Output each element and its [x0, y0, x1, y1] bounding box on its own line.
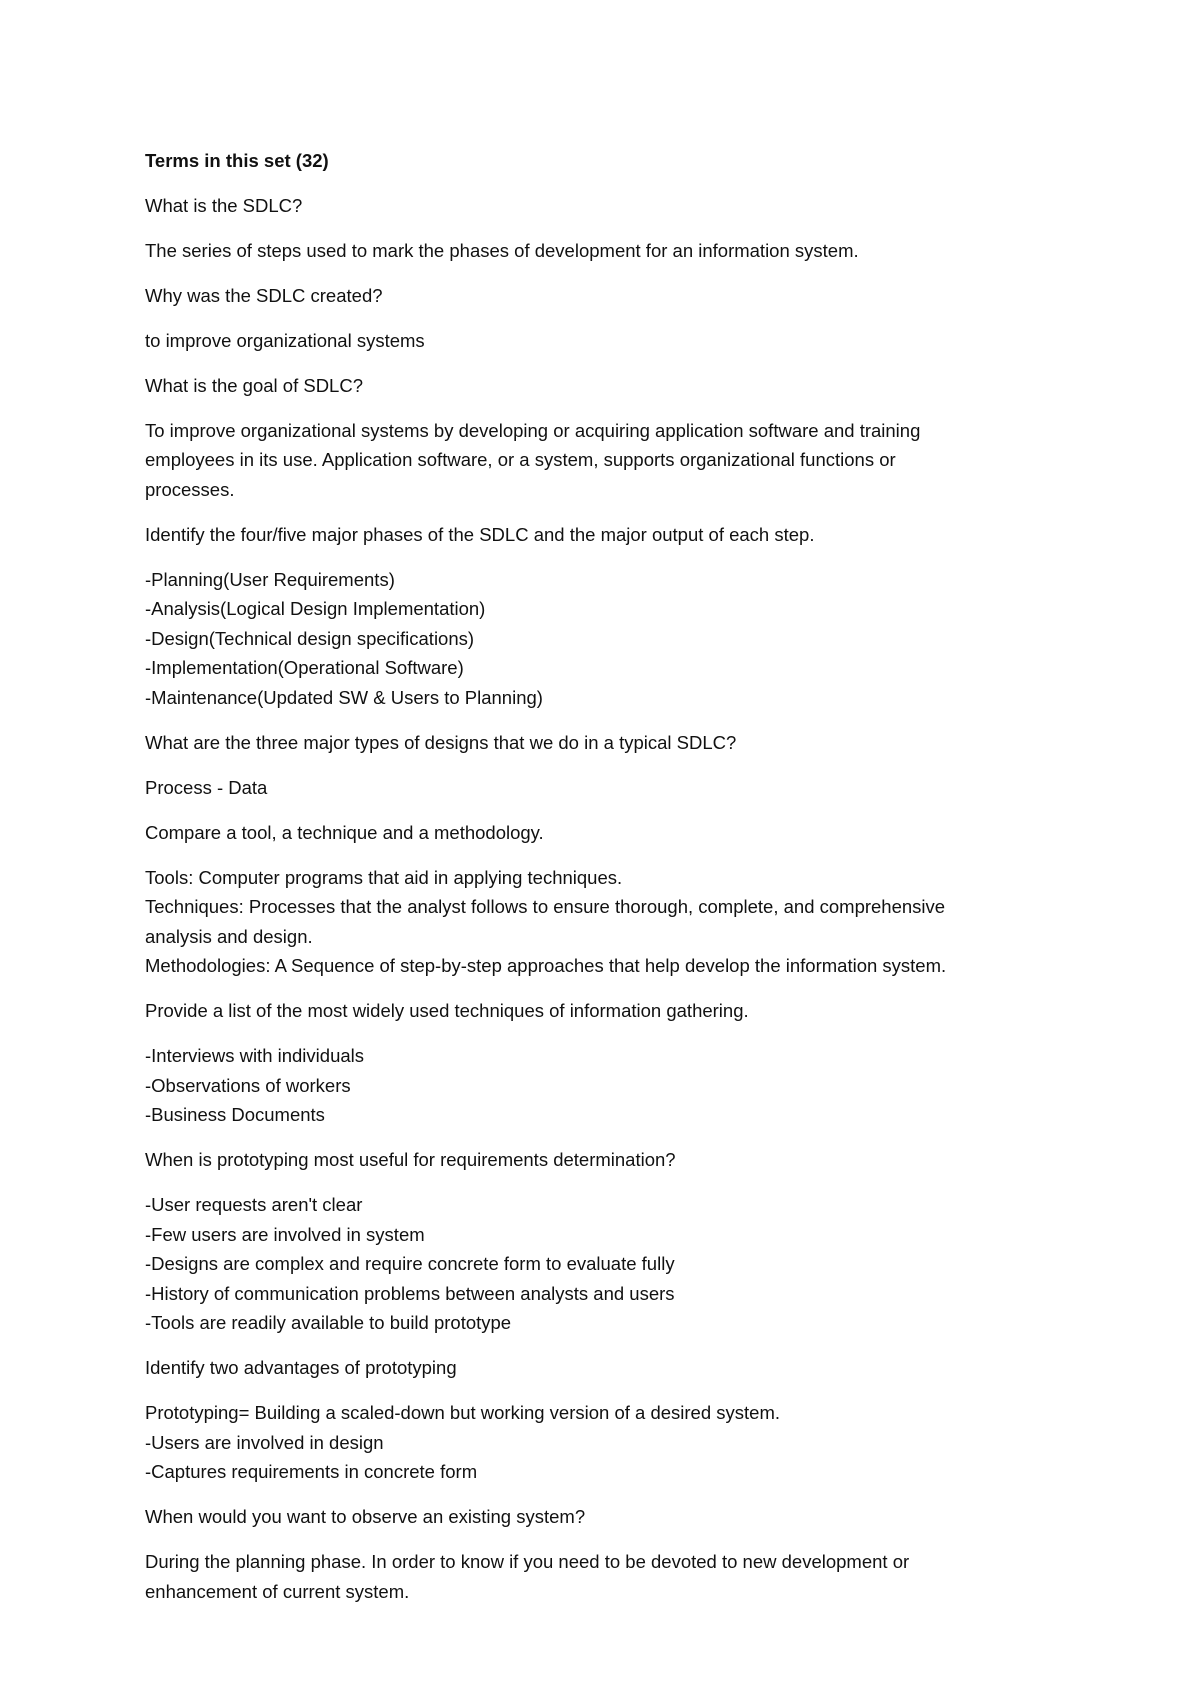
answer-6-line: Tools: Computer programs that aid in applying techniques. — [145, 866, 623, 888]
answer-4-line: -Design(Technical design specifications) — [145, 627, 475, 649]
answer-9 — [145, 1398, 1065, 1487]
document-body — [145, 146, 1065, 1622]
answer-3-line: employees in its use. Application software, or a system, supports organizational functions or — [145, 449, 896, 470]
answer-4-line: -Implementation(Operational Software) — [145, 657, 464, 678]
answer-4 — [145, 565, 1065, 713]
question-1: What is the SDLC? — [145, 194, 303, 216]
answer-6 — [145, 863, 1065, 981]
answer-6-line: Methodologies: A Sequence of step-by-step approaches that help develop the information system. — [145, 955, 947, 976]
question-7: Provide a list of the most widely used techniques of information gathering. — [145, 1000, 749, 1021]
answer-8-line: -Designs are complex and require concrete form to evaluate fully — [145, 1253, 675, 1274]
answer-3-line: processes. — [145, 478, 235, 500]
question-6: Compare a tool, a technique and a methodology. — [145, 821, 544, 843]
answer-7-line: -Business Documents — [145, 1104, 325, 1125]
answer-1: The series of steps used to mark the phases of development for an information system. — [145, 239, 859, 261]
question-3: What is the goal of SDLC? — [145, 374, 363, 396]
answer-9-line: -Captures requirements in concrete form — [145, 1461, 478, 1482]
answer-9-line: Prototyping= Building a scaled-down but working version of a desired system. — [145, 1402, 780, 1423]
answer-4-line: -Planning(User Requirements) — [145, 568, 395, 590]
answer-10 — [145, 1547, 1065, 1606]
answer-8-line: -User requests aren't clear — [145, 1194, 363, 1215]
answer-4-line: -Maintenance(Updated SW & Users to Planning) — [145, 686, 543, 708]
answer-6-line: analysis and design. — [145, 925, 313, 947]
set-heading: Terms in this set (32) — [145, 150, 329, 171]
question-5: What are the three major types of designs that we do in a typical SDLC? — [145, 731, 737, 753]
answer-10-line: enhancement of current system. — [145, 1580, 410, 1602]
question-4: Identify the four/five major phases of the SDLC and the major output of each step. — [145, 523, 815, 545]
answer-7 — [145, 1041, 1065, 1130]
answer-3 — [145, 416, 1065, 505]
answer-4-line: -Analysis(Logical Design Implementation) — [145, 598, 486, 619]
answer-10-line: During the planning phase. In order to know if you need to be devoted to new development or — [145, 1551, 910, 1572]
answer-8 — [145, 1190, 1065, 1338]
question-8: When is prototyping most useful for requirements determination? — [145, 1149, 676, 1170]
answer-8-line: -Tools are readily available to build prototype — [145, 1312, 512, 1333]
answer-2: to improve organizational systems — [145, 329, 425, 351]
answer-7-line: -Observations of workers — [145, 1074, 351, 1096]
answer-9-line: -Users are involved in design — [145, 1431, 384, 1453]
answer-5: Process - Data — [145, 776, 268, 798]
answer-3-line: To improve organizational systems by developing or acquiring application software and training — [145, 419, 921, 441]
answer-7-line: -Interviews with individuals — [145, 1045, 365, 1066]
answer-8-line: -History of communication problems between analysts and users — [145, 1282, 675, 1304]
question-9: Identify two advantages of prototyping — [145, 1357, 457, 1378]
question-2: Why was the SDLC created? — [145, 284, 383, 306]
question-10: When would you want to observe an existing system? — [145, 1506, 586, 1527]
answer-8-line: -Few users are involved in system — [145, 1223, 425, 1245]
answer-6-line: Techniques: Processes that the analyst follows to ensure thorough, complete, and comprehensive — [145, 896, 946, 917]
